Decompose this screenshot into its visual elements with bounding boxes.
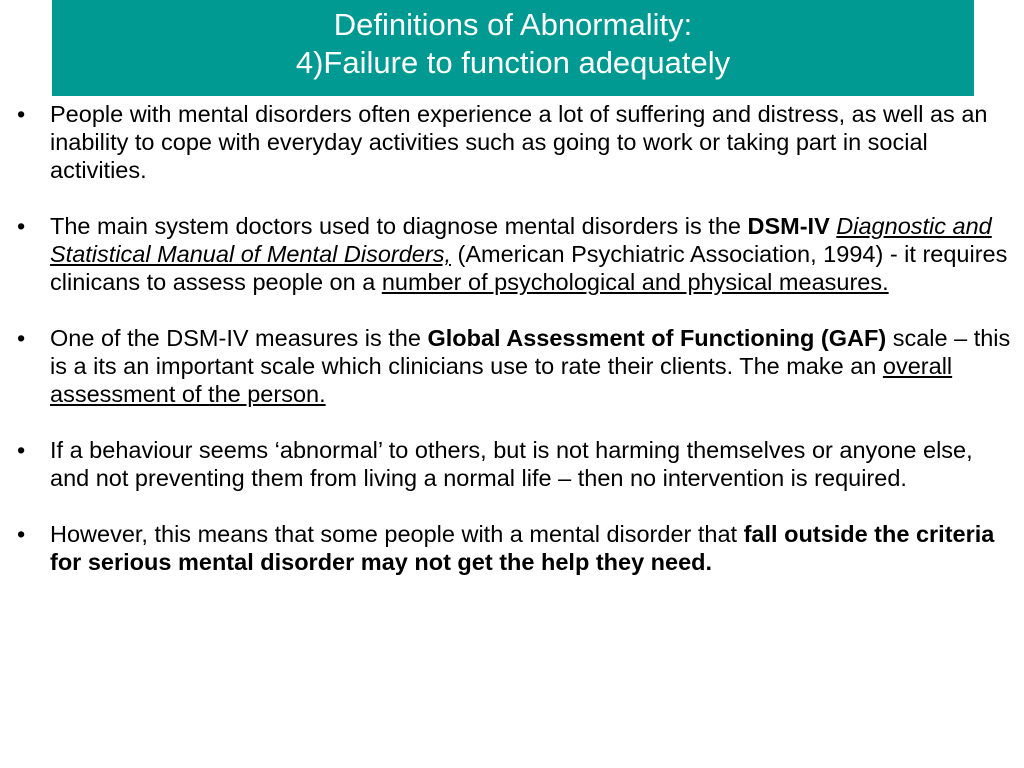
bullet-item-no-intervention <box>10 436 1016 492</box>
bullet-item-gaf <box>10 324 1016 408</box>
bullet-dot-icon: • <box>17 521 26 547</box>
bullet-italic-underlined-text: Diagnostic and Statistical Manual of Mental Disorders, <box>50 213 992 267</box>
bullet-bold-text: fall outside the criteria for serious mental disorder may not get the help they need. <box>50 521 995 575</box>
bullet-dot-icon: • <box>17 213 26 239</box>
bullet-underlined-text: overall assessment of the person. <box>50 353 953 407</box>
bullet-text: (American Psychiatric Association, 1994) - it requires clinicans to assess people on a <box>50 241 1008 295</box>
bullet-item-help <box>10 520 1016 576</box>
bullet-text: People with mental disorders often experience a lot of suffering and distress, as well as an inability to cope with everyday activities such as going to work or taking part in social activities. <box>50 101 988 183</box>
bullet-bold-text: DSM-IV <box>747 213 830 239</box>
bullet-dot-icon: • <box>17 101 26 127</box>
slide-body <box>10 100 1016 604</box>
bullet-item-dsm <box>10 212 1016 296</box>
bullet-dot-icon: • <box>17 325 26 351</box>
bullet-text: The main system doctors used to diagnose mental disorders is the <box>50 213 748 239</box>
bullet-dot-icon: • <box>17 437 26 463</box>
bullet-text: scale – this is a its an important scale which clinicians use to rate their clients. The make an <box>50 325 1011 379</box>
bullet-text: However, this means that some people with a mental disorder that <box>50 521 744 547</box>
bullet-bold-text: Global Assessment of Functioning (GAF) <box>427 325 887 351</box>
bullet-underlined-text: number of psychological and physical measures. <box>381 269 889 295</box>
bullet-item-suffering <box>10 100 1016 184</box>
slide-title-line-2: 4)Failure to function adequately <box>295 45 731 80</box>
slide-title-bar <box>52 0 974 96</box>
bullet-text: If a behaviour seems ‘abnormal’ to others, but is not harming themselves or anyone else, and not preventing them from living a normal life – then no intervention is required. <box>50 437 973 491</box>
bullet-text: One of the DSM-IV measures is the <box>50 325 428 351</box>
slide-title-line-1: Definitions of Abnormality: <box>333 7 693 42</box>
